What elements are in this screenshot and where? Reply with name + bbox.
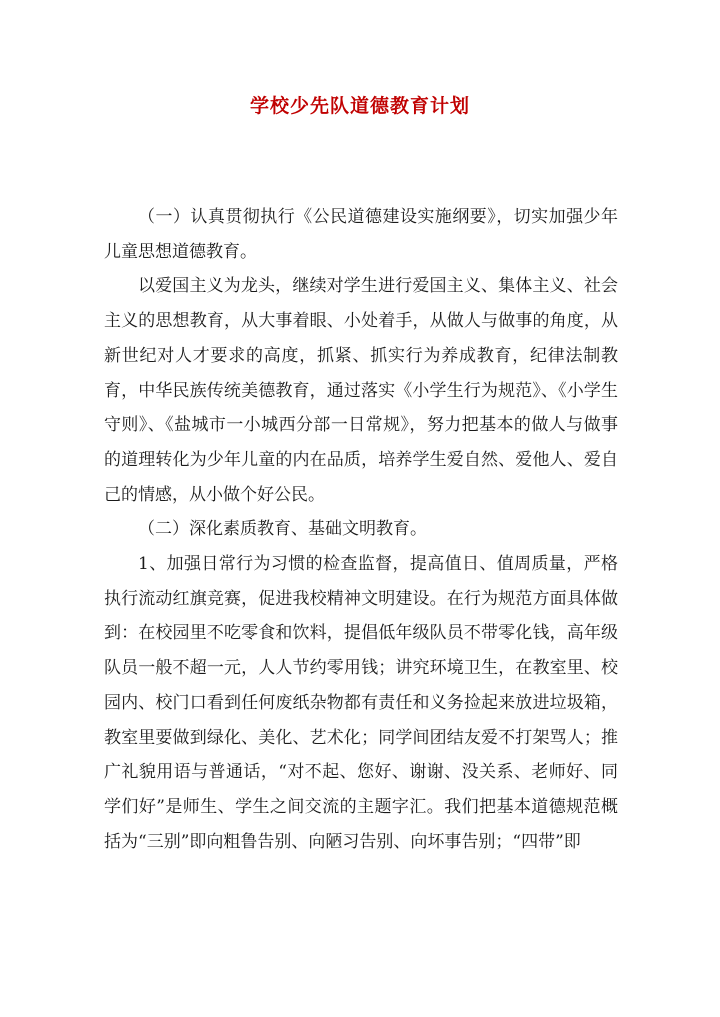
paragraph-patriotism: 以爱国主义为龙头，继续对学生进行爱国主义、集体主义、社会主义的思想教育，从大事着眼、小处着手，从做人与做事的角度，从新世纪对人才要求的高度，抓紧、抓实行为养成教育，纪律法制教育，中华民族传统美德教育，通过落实《小学生行为规范》、《小学生守则》、《盐城市一小城西分部一日常规》，努力把基本的做人与做事的道理转化为少年儿童的内在品质，培养学生爱自然、爱他人、爱自己的情感，从小做个好公民。 [104,276,618,505]
paragraph-section-two-heading: （二）深化素质教育、基础文明教育。 [138,519,427,540]
document-title: 学校少先队道德教育计划 [249,95,470,117]
document-body [104,200,618,859]
paragraph-daily-habits: 1、加强日常行为习惯的检查监督，提高值日、值周质量，严格执行流动红旗竞赛，促进我校精神文明建设。在行为规范方面具体做到：在校园里不吃零食和饮料，提倡低年级队员不带零化钱，高年级队员一般不超一元，人人节约零用钱；讲究环境卫生，在教室里、校园内、校门口看到任何废纸杂物都有责任和义务捡起来放进垃圾箱，教室里要做到绿化、美化、艺术化；同学间团结友爱不打架骂人；推广礼貌用语与普通话，“对不起、您好、谢谢、没关系、老师好、同学们好”是师生、学生之间交流的主题字汇。我们把基本道德规范概括为“三别”即向粗鲁告别、向陋习告别、向坏事告别；“四带”即 [104,554,618,852]
paragraph-section-one-heading: （一）认真贯彻执行《公民道德建设实施纲要》，切实加强少年儿童思想道德教育。 [104,207,618,262]
